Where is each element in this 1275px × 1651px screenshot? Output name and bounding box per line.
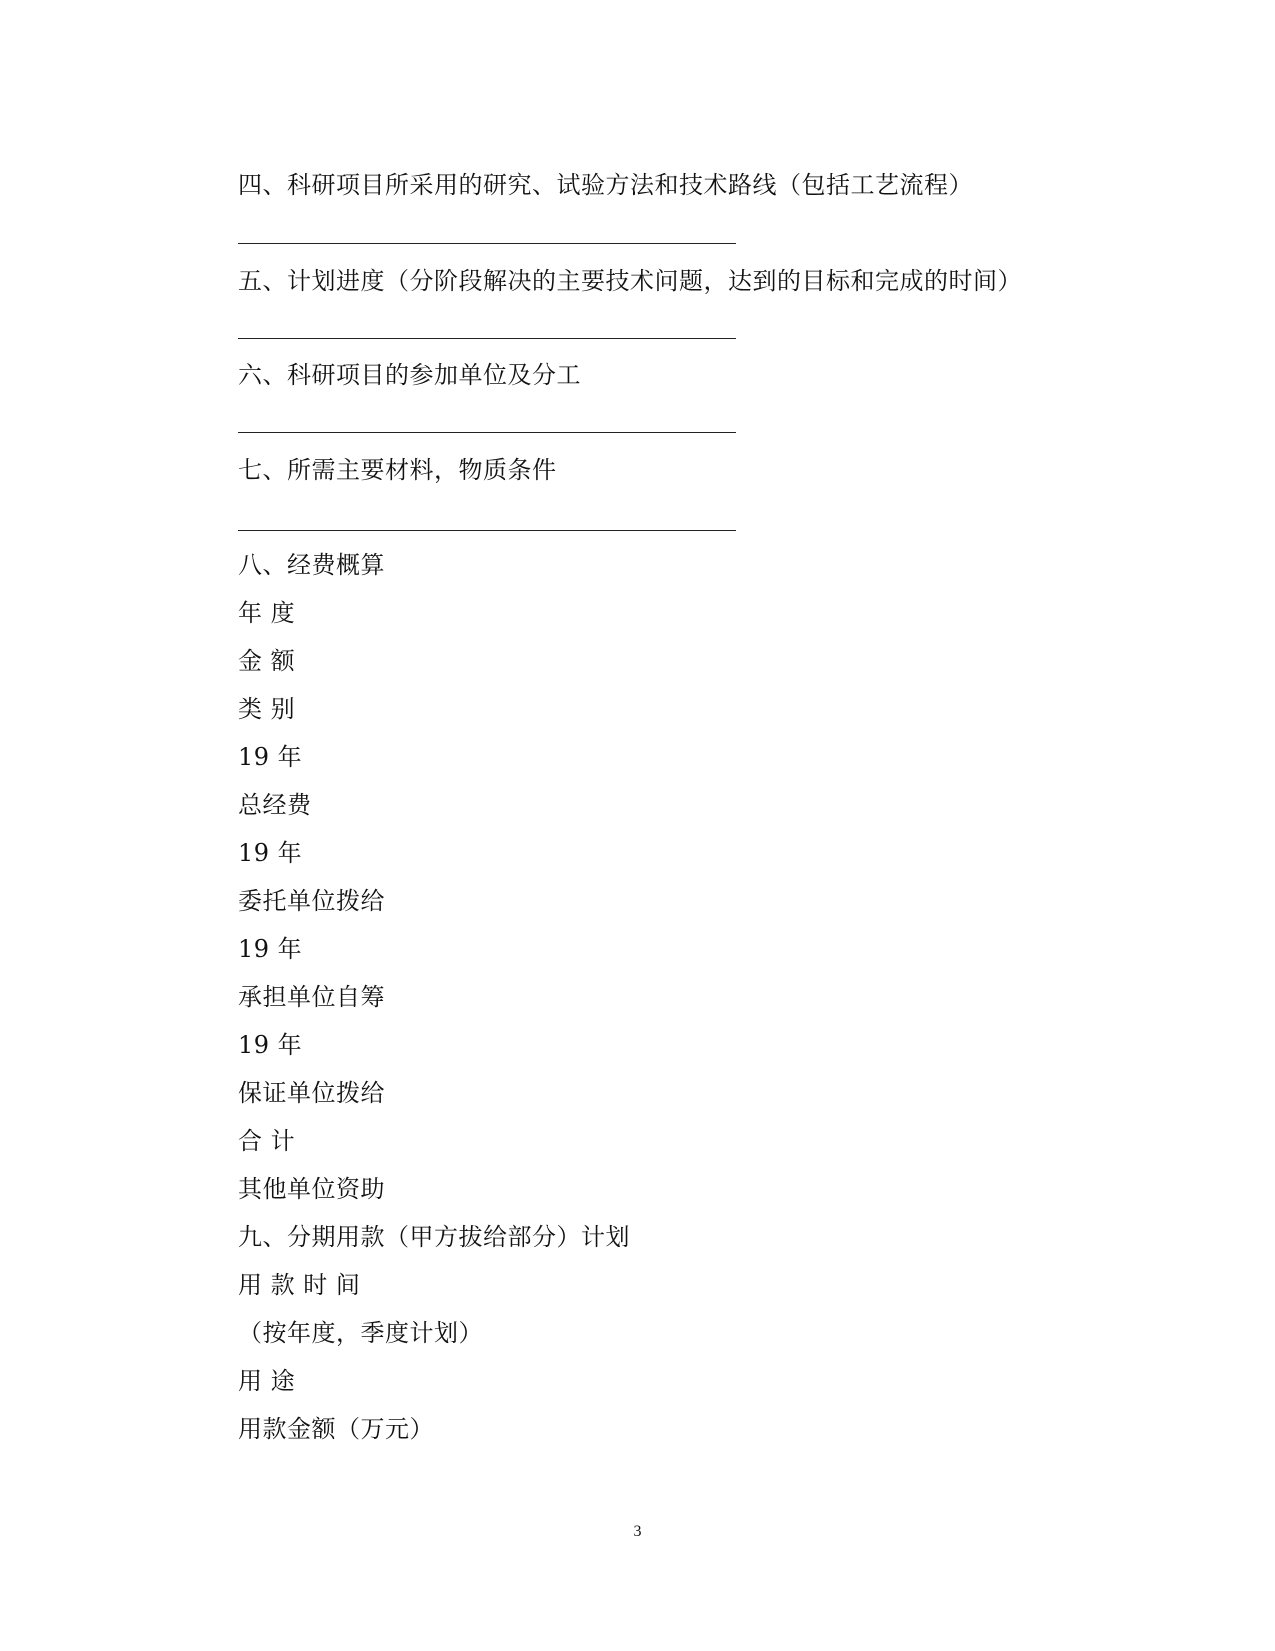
budget-line: 金 额 [238, 647, 296, 675]
budget-line: 总经费 [238, 791, 312, 819]
budget-line: 19 年 [238, 839, 303, 867]
budget-line: 合 计 [238, 1127, 296, 1155]
installment-line: 用 途 [238, 1367, 296, 1395]
page-number: 3 [633, 1523, 642, 1540]
installment-line: 用款金额（万元） [238, 1415, 434, 1443]
section-4-heading: 四、科研项目所采用的研究、试验方法和技术路线（包括工艺流程） [238, 171, 973, 199]
section-7-heading: 七、所需主要材料，物质条件 [238, 456, 557, 484]
budget-line: 类 别 [238, 695, 296, 723]
budget-line: 19 年 [238, 935, 303, 963]
blank-fill-line [238, 338, 736, 339]
blank-fill-line [238, 243, 736, 244]
section-6-heading: 六、科研项目的参加单位及分工 [238, 361, 581, 389]
budget-line: 19 年 [238, 1031, 303, 1059]
section-5-heading: 五、计划进度（分阶段解决的主要技术问题，达到的目标和完成的时间） [238, 267, 1022, 295]
installment-line: 用 款 时 间 [238, 1271, 361, 1299]
blank-fill-line [238, 432, 736, 433]
budget-line: 委托单位拨给 [238, 887, 385, 915]
budget-line: 年 度 [238, 599, 296, 627]
budget-line: 其他单位资助 [238, 1175, 385, 1203]
budget-line: 承担单位自筹 [238, 983, 385, 1011]
section-8-heading: 八、经费概算 [238, 551, 385, 579]
installment-line: （按年度，季度计划） [238, 1319, 483, 1347]
section-9-heading: 九、分期用款（甲方拔给部分）计划 [238, 1223, 630, 1251]
budget-line: 19 年 [238, 743, 303, 771]
blank-fill-line [238, 530, 736, 531]
budget-line: 保证单位拨给 [238, 1079, 385, 1107]
